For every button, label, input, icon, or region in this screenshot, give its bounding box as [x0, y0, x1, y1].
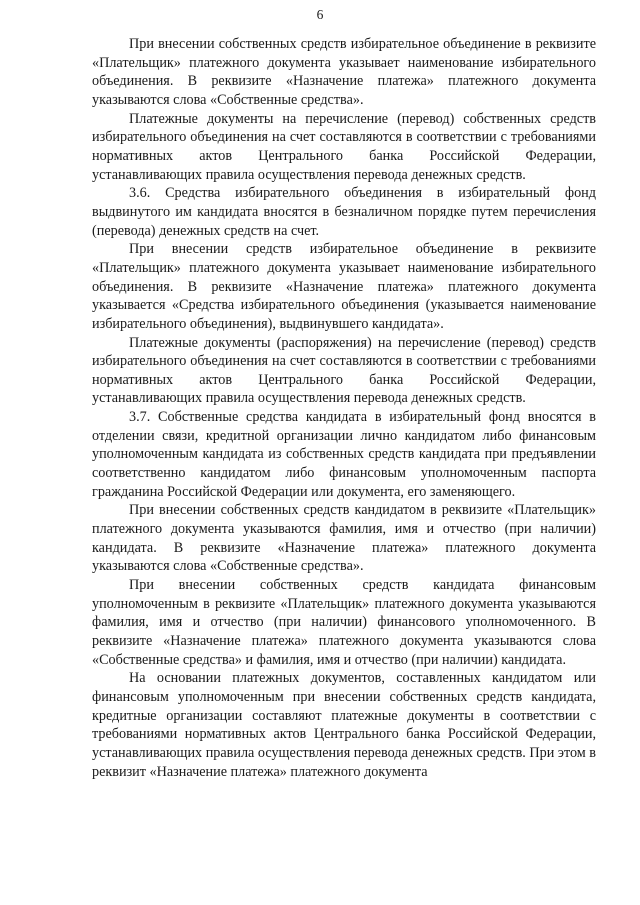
paragraph-section-3-6: 3.6. Средства избирательного объединения в избирательный фонд выдвинутого им кандидата вносятся в безналичном порядке путем перечисления (перевода) денежных средств на счет.: [92, 185, 596, 239]
document-body: [92, 35, 596, 781]
paragraph-candidate-own-funds: При внесении собственных средств кандидатом в реквизите «Плательщик» платежного документа указываются фамилия, имя и отчество (при наличии) кандидата. В реквизите «Назначение платежа» платежного документа указываются слова «Собственные средства».: [92, 502, 596, 575]
paragraph-section-3-7: 3.7. Собственные средства кандидата в избирательный фонд вносятся в отделении связи, кредитной организации лично кандидатом либо финансовым уполномоченным кандидата из собственных средств кандидата при предъявлении соответственно кандидатом либо финансовым уполномоченным паспорта гражданина Российской Федерации или документа, его заменяющего.: [92, 409, 596, 500]
paragraph-financial-representative: При внесении собственных средств кандидата финансовым уполномоченным в реквизите «Плательщик» платежного документа указываются фамилия, имя и отчество (при наличии) финансового уполномоченного. В реквизите «Назначение платежа» платежного документа указываются слова «Собственные средства» и фамилия, имя и отчество (при наличии) кандидата.: [92, 577, 596, 668]
page-number: 6: [316, 7, 324, 22]
paragraph-credit-organizations: На основании платежных документов, составленных кандидатом или финансовым уполномоченным при внесении собственных средств кандидата, кредитные организации составляют платежные документы в соответствии с требованиями нормативных актов Центрального банка Российской Федерации, устанавливающих правила осуществления перевода денежных средств. При этом в реквизит «Назначение платежа» платежного документа: [92, 670, 597, 780]
paragraph-party-payment-orders: Платежные документы (распоряжения) на перечисление (перевод) средств избирательного объединения на счет составляются в соответствии с требованиями нормативных актов Центрального банка Российской Федерации, устанавливающих правила осуществления перевода денежных средств.: [92, 334, 596, 407]
paragraph-party-funds-payer: При внесении средств избирательное объединение в реквизите «Плательщик» платежного документа указывает наименование избирательного объединения. В реквизите «Назначение платежа» платежного документа указывается «Средства избирательного объединения (указывается наименование избирательного объединения), выдвинувшего кандидата».: [92, 241, 596, 332]
paragraph-own-funds-party-payer: При внесении собственных средств избирательное объединение в реквизите «Плательщик» платежного документа указывает наименование избирательного объединения. В реквизите «Назначение платежа» платежного документа указываются слова «Собственные средства».: [92, 36, 596, 108]
paragraph-party-payment-documents: Платежные документы на перечисление (перевод) собственных средств избирательного объединения на счет составляются в соответствии с требованиями нормативных актов Центрального банка Российской Федерации, устанавливающих правила осуществления перевода денежных средств.: [92, 110, 596, 183]
